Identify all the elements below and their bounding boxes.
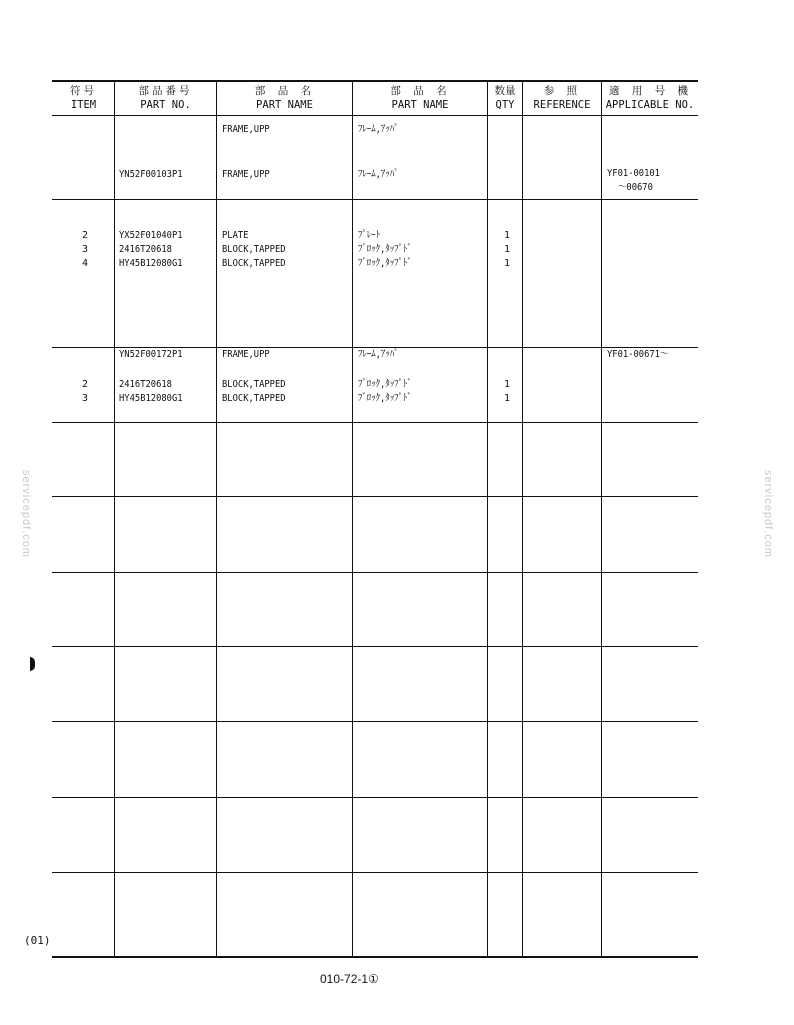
col-divider bbox=[601, 81, 602, 957]
col-divider bbox=[487, 81, 488, 957]
row-item: 2 bbox=[81, 230, 89, 241]
col-divider bbox=[352, 81, 353, 957]
header-part-name: 部 品 名 PART NAME bbox=[254, 85, 315, 111]
row-part-name: FRAME,UPP bbox=[222, 124, 270, 135]
watermark-left: servicepdf.com bbox=[20, 470, 32, 558]
col-divider bbox=[216, 81, 217, 957]
row-part-name-jp: ﾌﾟﾚｰﾄ bbox=[358, 230, 380, 241]
col-divider bbox=[114, 81, 115, 957]
row-part-name-jp: ﾌﾚｰﾑ,ｱｯﾊﾟ bbox=[358, 349, 399, 360]
row-applicable: YF01-00101 ～00670 bbox=[607, 168, 660, 193]
row-part-name-jp: ﾌﾚｰﾑ,ｱｯﾊﾟ bbox=[358, 169, 399, 180]
row-part-name: FRAME,UPP bbox=[222, 169, 270, 180]
row-item: 3 bbox=[81, 393, 89, 404]
row-part-name: BLOCK,TAPPED bbox=[222, 258, 286, 269]
row-part-name: FRAME,UPP bbox=[222, 349, 270, 360]
row-qty: 1 bbox=[503, 244, 511, 255]
row-part-no: 2416T20618 bbox=[119, 244, 172, 255]
row-qty: 1 bbox=[503, 258, 511, 269]
header-item: 符号 ITEM bbox=[70, 85, 97, 111]
col-divider bbox=[522, 81, 523, 957]
row-part-name: BLOCK,TAPPED bbox=[222, 379, 286, 390]
row-part-name: BLOCK,TAPPED bbox=[222, 393, 286, 404]
row-part-no: YN52F00172P1 bbox=[119, 349, 183, 360]
page-number: 010-72-1① bbox=[320, 972, 379, 986]
row-qty: 1 bbox=[503, 393, 511, 404]
row-part-no: 2416T20618 bbox=[119, 379, 172, 390]
revision-label: (01) bbox=[24, 934, 51, 947]
header-applicable: 適 用 号 機 APPLICABLE NO. bbox=[605, 85, 695, 111]
row-part-name: PLATE bbox=[222, 230, 249, 241]
row-part-no: HY45B12080G1 bbox=[119, 258, 183, 269]
row-part-name-jp: ﾌﾞﾛｯｸ,ﾀｯﾌﾟﾄﾞ bbox=[358, 393, 412, 404]
row-part-name-jp: ﾌﾞﾛｯｸ,ﾀｯﾌﾟﾄﾞ bbox=[358, 258, 412, 269]
header-reference: 参 照 REFERENCE bbox=[533, 85, 591, 111]
row-item: 2 bbox=[81, 379, 89, 390]
row-part-name-jp: ﾌﾚｰﾑ,ｱｯﾊﾟ bbox=[358, 124, 399, 135]
row-part-name-jp: ﾌﾞﾛｯｸ,ﾀｯﾌﾟﾄﾞ bbox=[358, 244, 412, 255]
header-part-name-jp: 部 品 名 PART NAME bbox=[390, 85, 450, 111]
binding-hole-mark bbox=[30, 657, 35, 671]
header-part-no: 部品番号 PART NO. bbox=[138, 85, 193, 111]
watermark-right: servicepdf.com bbox=[762, 470, 774, 558]
header-qty: 数量 QTY bbox=[494, 85, 516, 111]
row-qty: 1 bbox=[503, 379, 511, 390]
row-part-no: HY45B12080G1 bbox=[119, 393, 183, 404]
row-item: 4 bbox=[81, 258, 89, 269]
row-item: 3 bbox=[81, 244, 89, 255]
row-qty: 1 bbox=[503, 230, 511, 241]
row-part-name: BLOCK,TAPPED bbox=[222, 244, 286, 255]
row-applicable: YF01-00671～ bbox=[607, 349, 669, 360]
row-part-no: YN52F00103P1 bbox=[119, 169, 183, 180]
row-part-name-jp: ﾌﾞﾛｯｸ,ﾀｯﾌﾟﾄﾞ bbox=[358, 379, 412, 390]
row-part-no: YX52F01040P1 bbox=[119, 230, 183, 241]
